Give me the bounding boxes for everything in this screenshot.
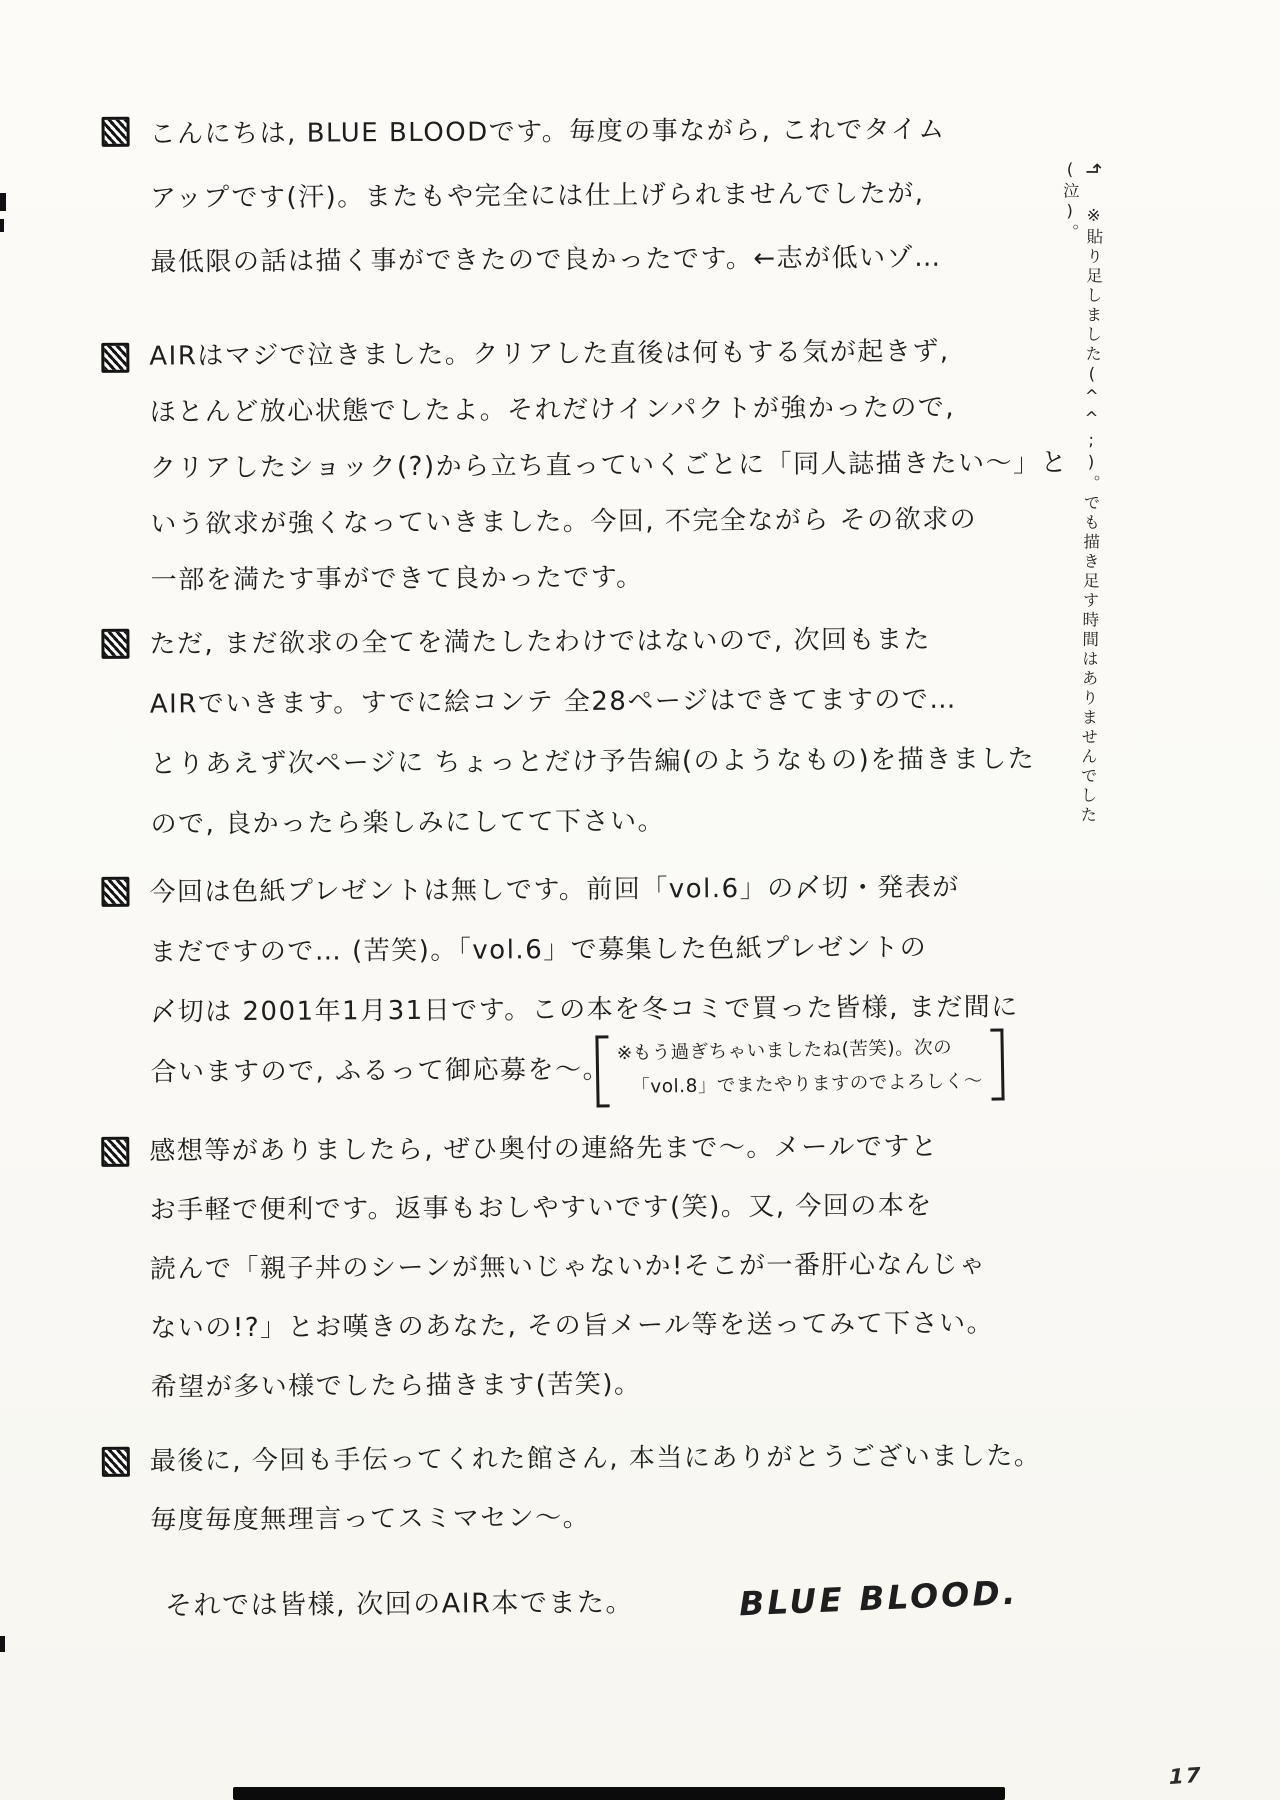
text-line: ただ, まだ欲求の全てを満たしたわけではないので, 次回もまた [149, 624, 932, 660]
hatched-square-bullet-icon [101, 343, 129, 373]
paragraph-air-impressions [99, 323, 1069, 609]
text-line: AIRでいきます。すでに絵コンテ 全28ページはできてますので… [149, 684, 957, 720]
hatched-square-bullet-icon [101, 1137, 129, 1167]
text-line: ほとんど放心状態でしたよ。それだけインパクトが強かったので, [149, 392, 956, 428]
text-line: こんにちは, BLUE BLOODです。毎度の事ながら, これでタイム [149, 114, 946, 150]
text-line: 最低限の話は描く事ができたので良かったです。←志が低いゾ… [150, 242, 942, 278]
text-line: いう欲求が強くなっていきました。今回, 不完全ながら その欲求の [150, 504, 978, 540]
text-line: 希望が多い様でしたら描きます(苦笑)。 [150, 1369, 642, 1403]
paragraph-lines [149, 323, 1069, 608]
text-line: 感想等がありましたら, ぜひ奥付の連絡先まで〜。メールですと [149, 1131, 939, 1167]
scan-artifact [0, 193, 6, 211]
text-line: アップです(汗)。またもや完全には仕上げられませんでしたが, [149, 178, 925, 214]
text-line: 今回は色紙プレゼントは無しです。前回「vol.6」の〆切・発表が [149, 872, 960, 908]
hatched-square-bullet-icon [101, 877, 129, 907]
text-line: クリアしたショック(?)から立ち直っていくごとに「同人誌描きたい〜」と [149, 447, 1069, 484]
closing-row [164, 1572, 1165, 1624]
right-bracket [990, 1028, 1004, 1100]
curved-arrow-icon: ↰ [1081, 160, 1106, 181]
text-line: 〆切は 2001年1月31日です。この本を冬コミで買った皆様, まだ間に [150, 992, 1019, 1028]
text-line: 「vol.8」でまたやりますのでよろしく〜 [631, 1070, 984, 1098]
text-line: 一部を満たす事ができて良かったです。 [150, 562, 644, 596]
text-line: ※もう過ぎちゃいましたね(苦笑)。次の [616, 1037, 953, 1065]
text-line: ないの!?」とお嘆きのあなた, その旨メール等を送ってみて下さい。 [150, 1308, 995, 1344]
hatched-square-bullet-icon [102, 1447, 130, 1477]
paragraph-feedback-request [99, 1117, 1051, 1418]
paragraph-next-issue [99, 609, 1050, 855]
left-bracket [595, 1035, 609, 1107]
text-line: 毎度毎度無理言ってスミマセン〜。 [150, 1502, 591, 1536]
closing-text: それでは皆様, 次回のAIR本でまた。 [164, 1587, 634, 1622]
hatched-square-bullet-icon [101, 629, 129, 659]
text-line: まだですので… (苦笑)。「vol.6」で募集した色紙プレゼントの [149, 932, 928, 968]
text-line: 読んで「親子丼のシーンが無いじゃないか!そこが一番肝心なんじゃ [149, 1249, 987, 1285]
side-note-lines [616, 1029, 983, 1107]
paragraph-greeting [99, 97, 1050, 295]
text-line: お手軽で便利です。返事もおしやすいです(笑)。又, 今回の本を [149, 1190, 933, 1226]
margin-vertical-note [1050, 160, 1105, 860]
text-line: ので, 良かったら楽しみにしてて下さい。 [150, 806, 666, 840]
paragraph-lines [149, 609, 1050, 854]
hatched-square-bullet-icon [102, 117, 130, 147]
margin-note-text: ※貼り足しました(^^;)。でも描き足す時間はありませんでした(泣)。 [1059, 159, 1104, 826]
bracketed-side-note [595, 1028, 1004, 1107]
author-signature: BLUE BLOOD. [738, 1572, 1019, 1624]
page-number: 17 [1166, 1762, 1205, 1790]
text-line: AIRはマジで泣きました。クリアした直後は何もする気が起きず, [149, 336, 950, 372]
scan-artifact [0, 219, 4, 232]
text-line: 合いますので, ふるって御応募を〜。 [150, 1054, 611, 1088]
bottom-scan-bar-artifact [233, 1787, 1005, 1800]
paragraph-thanks [100, 1427, 1051, 1551]
text-line: とりあえず次ページに ちょっとだけ予告編(のようなもの)を描きました [150, 744, 1036, 780]
scan-artifact [0, 1636, 5, 1652]
paragraph-lines [149, 97, 1050, 294]
paragraph-lines [150, 1427, 1051, 1550]
paragraph-lines [149, 1117, 1051, 1417]
text-line: 最後に, 今回も手伝ってくれた館さん, 本当にありがとうございました。 [149, 1441, 1042, 1477]
